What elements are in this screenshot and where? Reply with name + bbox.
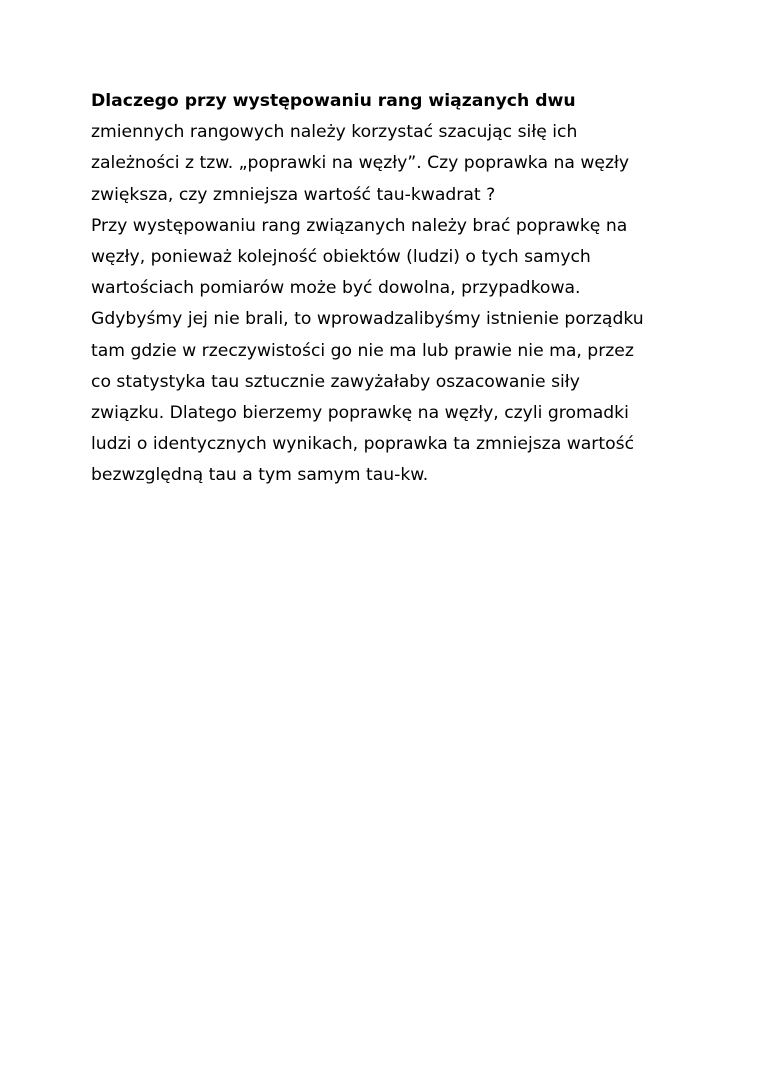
answer-line: związku. Dlatego bierzemy poprawkę na węzły, czyli gromadki	[91, 402, 629, 423]
answer-line: Przy występowaniu rang związanych należy brać poprawkę na	[91, 215, 628, 236]
document-body	[91, 86, 681, 491]
answer-paragraph	[91, 211, 681, 492]
answer-line: co statystyka tau sztucznie zawyżałaby oszacowanie siły	[91, 371, 580, 392]
answer-line: ludzi o identycznych wynikach, poprawka ta zmniejsza wartość	[91, 434, 635, 455]
question-paragraph	[91, 86, 681, 211]
answer-line: wartościach pomiarów może być dowolna, przypadkowa.	[91, 278, 581, 299]
question-line: zmiennych rangowych należy korzystać szacując siłę ich	[91, 122, 578, 143]
answer-line: tam gdzie w rzeczywistości go nie ma lub prawie nie ma, przez	[91, 340, 634, 361]
answer-line: węzły, ponieważ kolejność obiektów (ludzi) o tych samych	[91, 246, 591, 267]
question-line: zwiększa, czy zmniejsza wartość tau-kwadrat ?	[91, 184, 496, 205]
answer-line: bezwzględną tau a tym samym tau-kw.	[91, 465, 429, 486]
question-heading: Dlaczego przy występowaniu rang wiązanych dwu	[91, 91, 576, 111]
question-line: zależności z tzw. „poprawki na węzły”. Czy poprawka na węzły	[91, 153, 630, 174]
answer-line: Gdybyśmy jej nie brali, to wprowadzalibyśmy istnienie porządku	[91, 309, 644, 330]
